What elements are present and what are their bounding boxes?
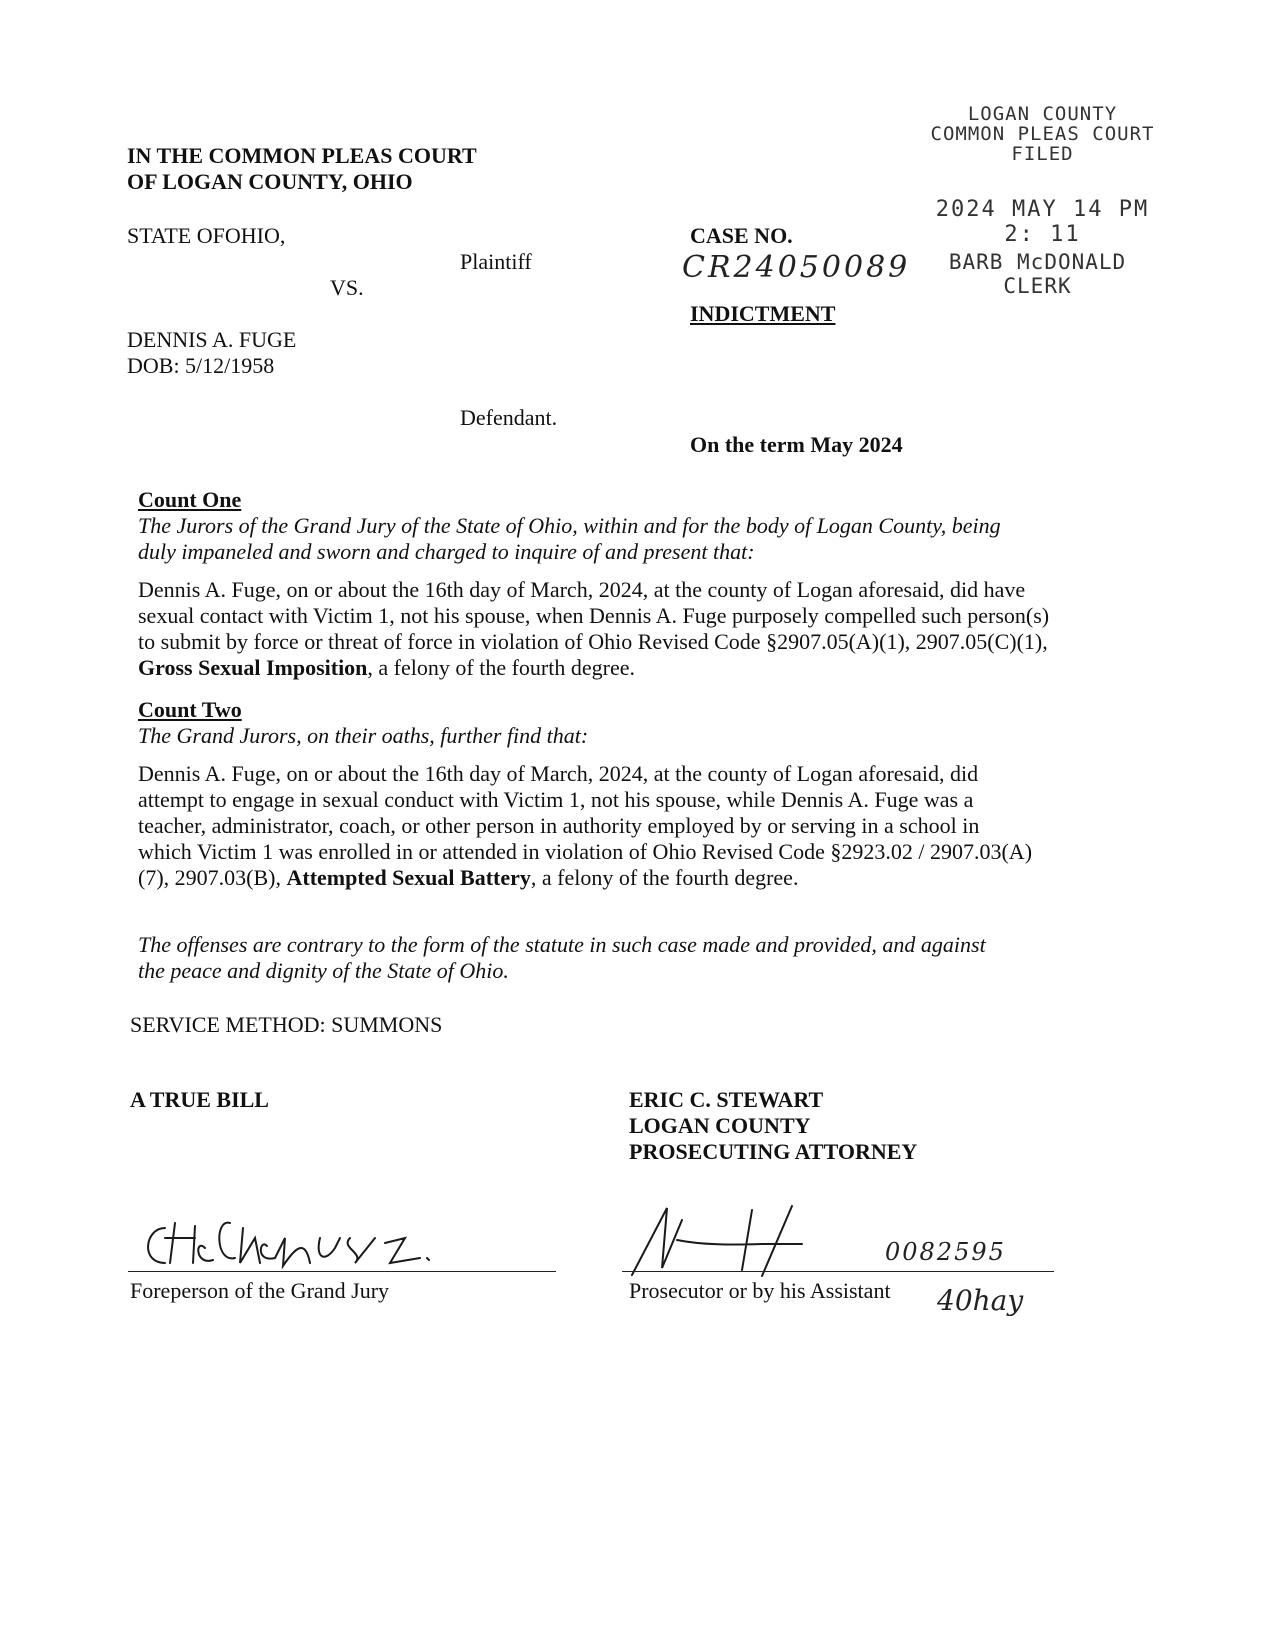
count-one <box>138 487 1068 681</box>
prosecutor-block <box>629 1087 917 1165</box>
plaintiff-name: STATE OFOHIO, <box>127 223 286 248</box>
defendant-name: DENNIS A. FUGE <box>127 327 297 352</box>
plaintiff-label: Plaintiff <box>460 249 532 274</box>
prosecutor-signature <box>622 1200 832 1282</box>
defendant-label: Defendant. <box>460 405 558 430</box>
stamp-line2: COMMON PLEAS COURT <box>930 123 1155 145</box>
prosecutor-county: LOGAN COUNTY <box>629 1113 811 1138</box>
case-number: CR24050089 <box>682 250 911 285</box>
true-bill-label: A TRUE BILL <box>130 1087 269 1112</box>
stamp-line3: FILED <box>1011 143 1074 165</box>
count-one-body-end: , a felony of the fourth degree. <box>367 655 635 680</box>
filing-stamp <box>925 104 1160 164</box>
count-two-body-text: Dennis A. Fuge, on or about the 16th day of March, 2024, at the county of Logan aforesaid, did attempt to engage in sexual conduct with Victim 1, not his spouse, while Dennis A. Fuge was a teacher, administrator, coach, or other person in authority employed by or serving in a school in which Victim 1 was enrolled in or attended in violation of Ohio Revised Code §2923.02 / 2907.03(A)(7), 2907.03(B), <box>138 761 1033 890</box>
court-header <box>127 143 477 195</box>
defendant-dob: DOB: 5/12/1958 <box>127 353 275 378</box>
assistant-initials: 40hay <box>937 1284 1024 1317</box>
count-one-offense: Gross Sexual Imposition <box>138 655 368 680</box>
stamp-clerk-name: BARB McDONALD <box>948 250 1127 274</box>
count-two-body <box>138 761 1033 891</box>
count-one-heading: Count One <box>138 487 242 512</box>
count-one-body-text: Dennis A. Fuge, on or about the 16th day of March, 2024, at the county of Logan aforesaid, did have sexual contact with Victim 1, not his spouse, when Dennis A. Fuge purposely compelled such person(s) to submit by force or threat of force in violation of Ohio Revised Code §2907.05(A)(1), 2907.05(C)(1), <box>138 577 1050 654</box>
stamp-clerk <box>930 250 1145 298</box>
court-header-line1: IN THE COMMON PLEAS COURT <box>127 143 477 168</box>
court-header-line2: OF LOGAN COUNTY, OHIO <box>127 169 413 194</box>
versus-label: VS. <box>330 275 364 300</box>
count-two-intro: The Grand Jurors, on their oaths, further find that: <box>138 723 589 748</box>
prosecutor-signature-line <box>622 1271 1054 1272</box>
defendant-block <box>127 327 296 379</box>
count-two <box>138 697 1068 891</box>
count-two-body-end: , a felony of the fourth degree. <box>530 865 799 890</box>
case-no-label: CASE NO. <box>690 223 793 248</box>
foreperson-signature-line <box>128 1271 556 1272</box>
stamp-datetime: 2024 MAY 14 PM 2: 11 <box>935 197 1150 247</box>
prosecutor-title: PROSECUTING ATTORNEY <box>629 1139 918 1164</box>
count-two-heading: Count Two <box>138 697 242 722</box>
prosecutor-name: ERIC C. STEWART <box>629 1087 824 1112</box>
closing-statement: The offenses are contrary to the form of the statute in such case made and provided, and against the peace and dignity of the State of Ohio. <box>138 932 986 983</box>
attorney-reg-number: 0082595 <box>885 1238 1006 1266</box>
stamp-line1: LOGAN COUNTY <box>967 103 1118 125</box>
service-method: SERVICE METHOD: SUMMONS <box>130 1012 443 1037</box>
foreperson-signature <box>135 1208 455 1278</box>
prosecutor-label: Prosecutor or by his Assistant <box>629 1278 891 1303</box>
term-label: On the term May 2024 <box>690 432 903 457</box>
stamp-clerk-title: CLERK <box>1003 274 1072 298</box>
document-type: INDICTMENT <box>690 301 836 326</box>
count-one-intro: The Jurors of the Grand Jury of the State of Ohio, within and for the body of Logan County, being duly impaneled and sworn and charged to inquire of and present that: <box>138 513 1001 564</box>
foreperson-label: Foreperson of the Grand Jury <box>130 1278 390 1303</box>
count-two-offense: Attempted Sexual Battery <box>286 865 531 890</box>
count-one-body <box>138 577 1063 681</box>
